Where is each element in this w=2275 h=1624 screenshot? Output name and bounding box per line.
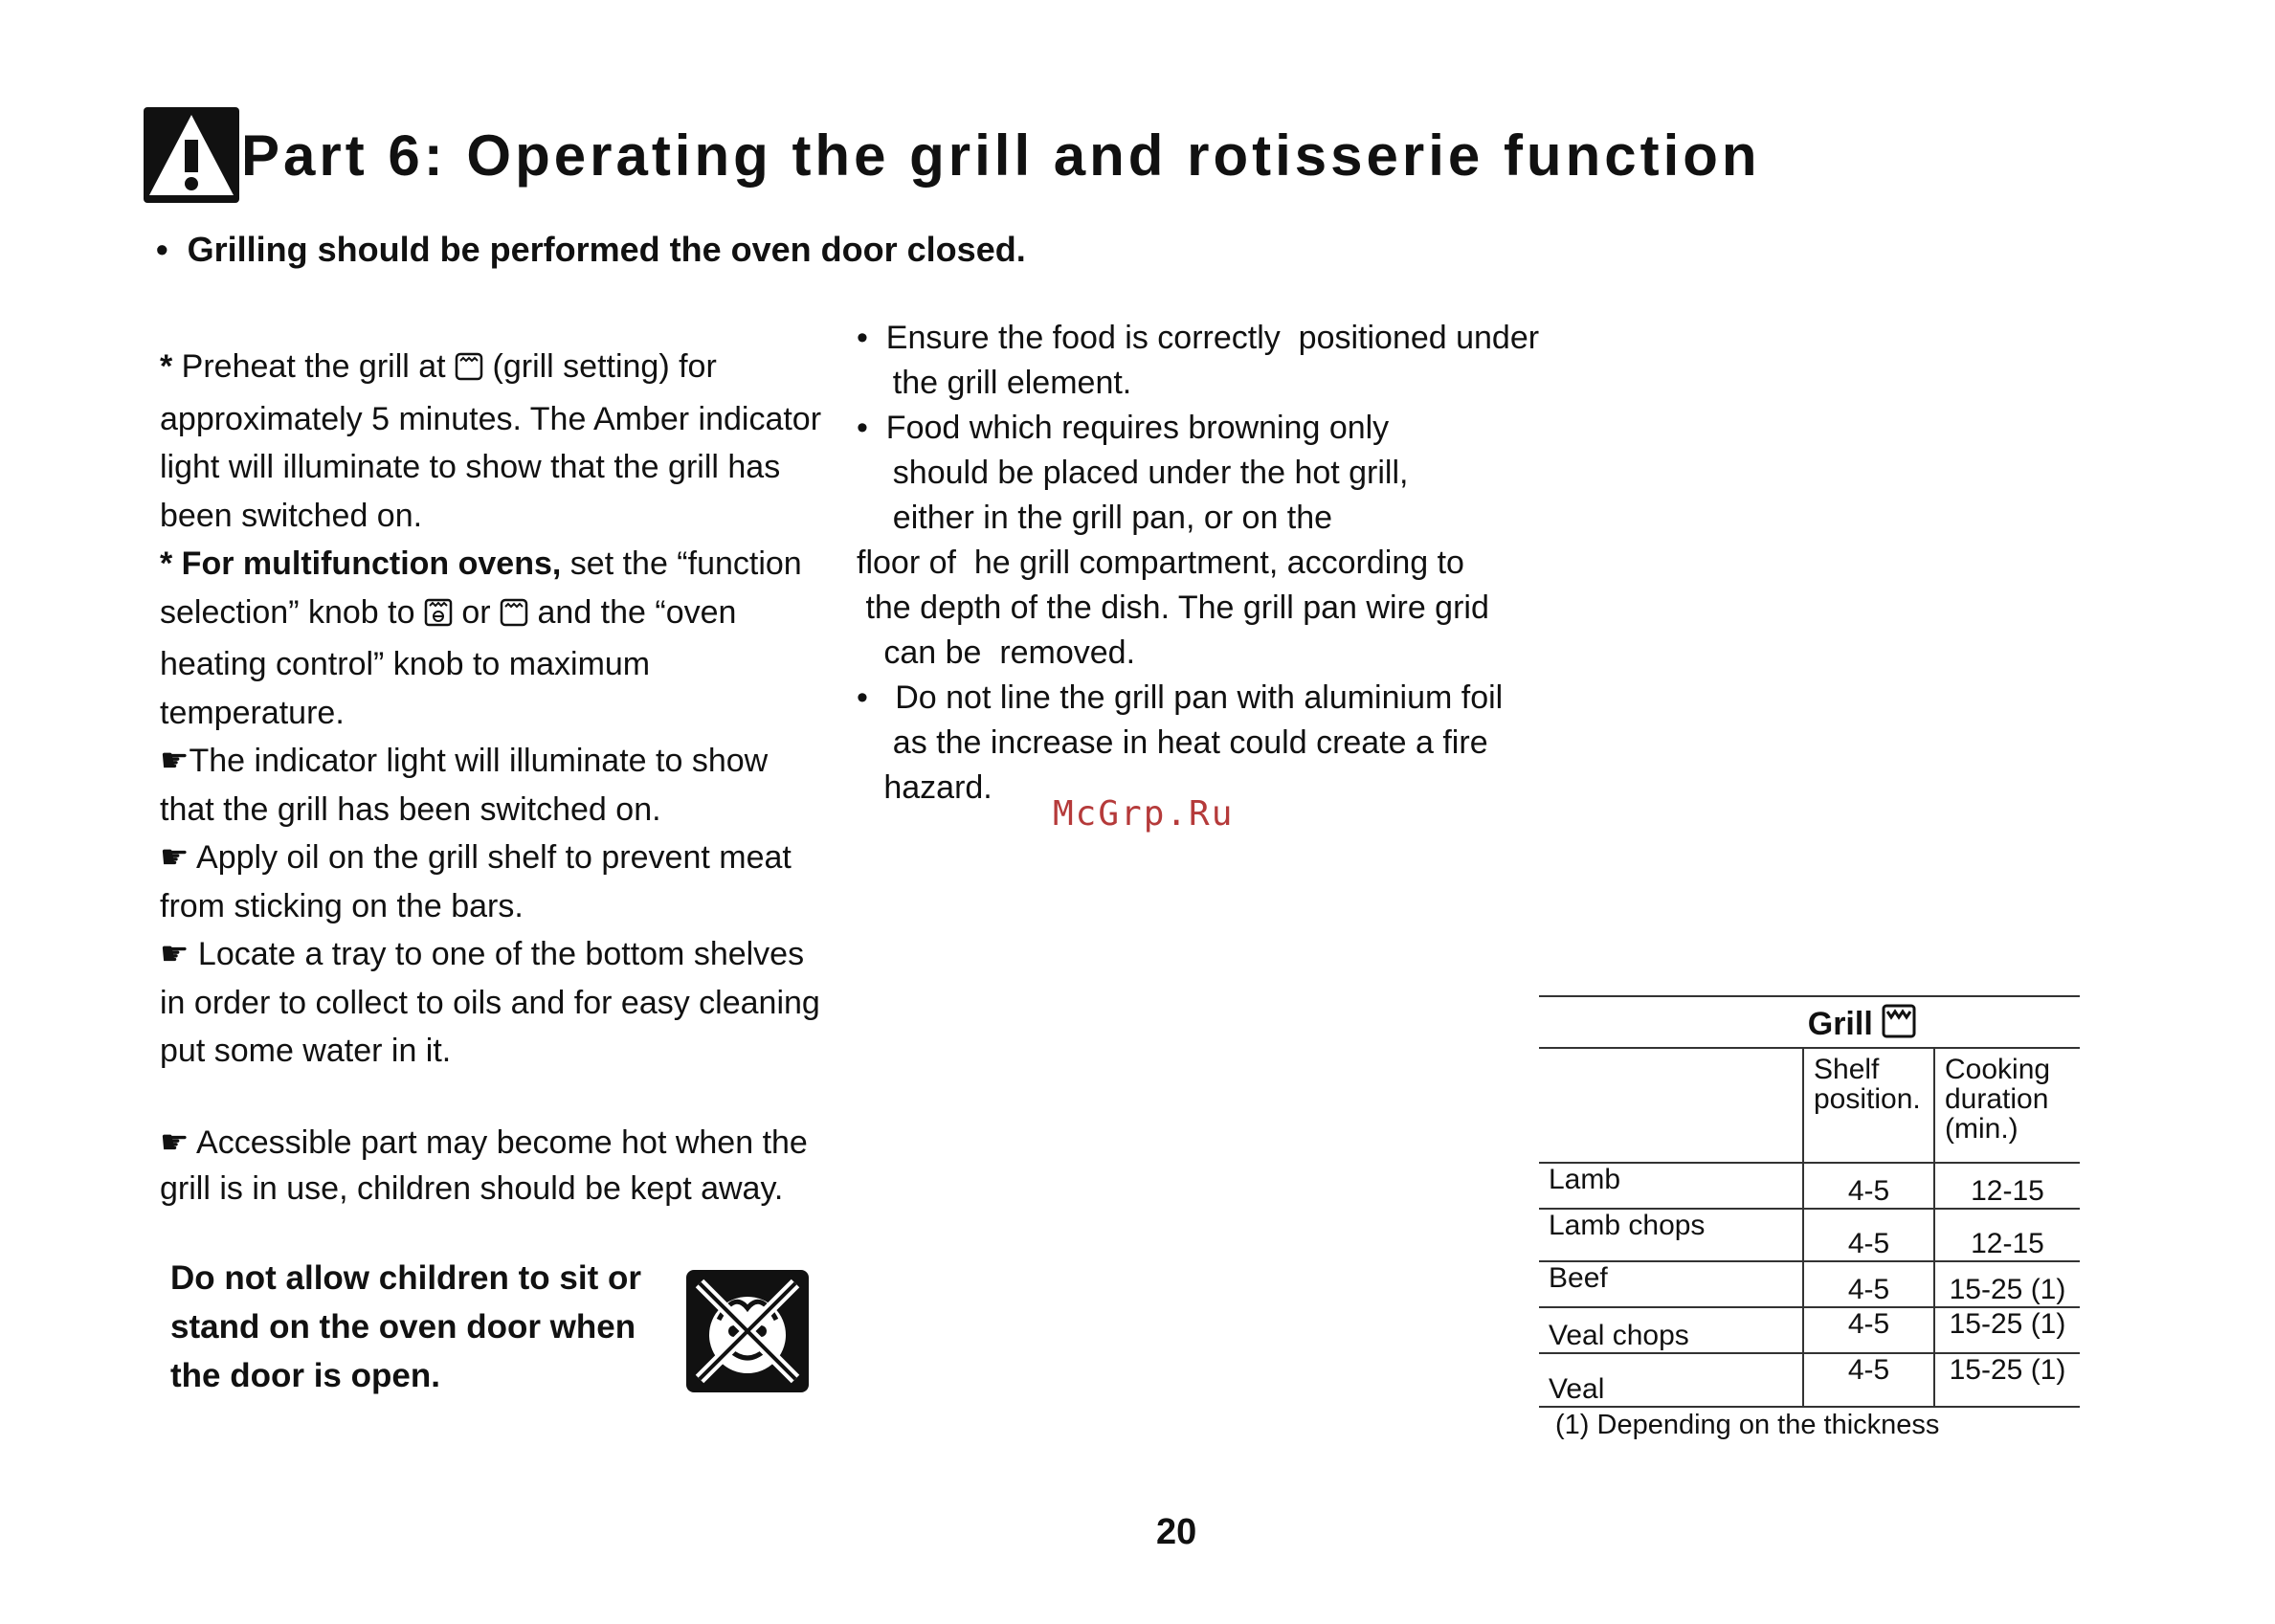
shelf-cell: 4-5	[1803, 1353, 1934, 1407]
col-duration-header: Cooking duration (min.)	[1934, 1048, 2080, 1163]
food-cell: Veal chops	[1539, 1307, 1803, 1353]
spacer	[160, 1076, 830, 1120]
table-row	[1539, 1163, 2080, 1209]
indicator-paragraph: ☛The indicator light will illuminate to show that the grill has been switched on.	[160, 743, 769, 828]
preheat-paragraph: * Preheat the grill at (grill setting) for approximately 5 minutes. The Amber indicator light will illuminate to show that the grill has been switched on.	[160, 348, 822, 534]
empty-header-cell	[1539, 1048, 1803, 1163]
duration-cell: 15-25 (1)	[1934, 1307, 2080, 1353]
intro-bullet: • Grilling should be performed the oven door closed.	[156, 230, 1026, 269]
text-line: • Do not line the grill pan with aluminium foil	[857, 679, 1504, 716]
duration-cell: 15-25 (1)	[1934, 1261, 2080, 1307]
text-line: the depth of the dish. The grill pan wire grid	[857, 590, 1489, 626]
grill-setting-icon	[455, 346, 483, 395]
food-cell: Beef	[1539, 1261, 1803, 1307]
shelf-cell: 4-5	[1803, 1163, 1934, 1209]
duration-cell: 12-15	[1934, 1163, 2080, 1209]
grill-setting-icon	[500, 592, 528, 641]
text-line: the grill element.	[857, 365, 1132, 401]
text-line: floor of he grill compartment, according to	[857, 545, 1464, 581]
shelf-cell: 4-5	[1803, 1209, 1934, 1261]
grill-table-title: Grill	[1539, 996, 2080, 1048]
food-cell: Lamb	[1539, 1163, 1803, 1209]
text-line: can be removed.	[857, 634, 1136, 671]
food-cell: Lamb chops	[1539, 1209, 1803, 1261]
left-column	[160, 343, 830, 1212]
hot-part-paragraph: ☛ Accessible part may become hot when the grill is in use, children should be kept away.	[160, 1123, 808, 1207]
text-line: should be placed under the hot grill,	[857, 455, 1409, 491]
table-row	[1539, 1261, 2080, 1307]
no-children-icon	[686, 1270, 809, 1392]
multifunction-paragraph: * For multifunction ovens, set the “function selection” knob to or and the “oven heating control” knob to maximum temperature.	[160, 545, 802, 731]
text-line: either in the grill pan, or on the	[857, 500, 1333, 536]
grill-icon	[1882, 1004, 1916, 1047]
text-line: • Food which requires browning only	[857, 410, 1390, 446]
col-shelf-header: Shelf position.	[1803, 1048, 1934, 1163]
table-row	[1539, 1307, 2080, 1353]
text-line: as the increase in heat could create a fire	[857, 724, 1488, 761]
grill-table	[1539, 995, 2080, 1408]
page-number: 20	[1156, 1512, 1197, 1552]
table-footnote: (1) Depending on the thickness	[1555, 1410, 1940, 1440]
oil-paragraph: ☛ Apply oil on the grill shelf to prevent meat from sticking on the bars.	[160, 839, 792, 924]
text-line: • Ensure the food is correctly positioned under	[857, 320, 1540, 356]
text-line: hazard.	[857, 769, 993, 806]
page-title: Part 6: Operating the grill and rotisserie function	[241, 123, 1761, 188]
table-row	[1539, 1209, 2080, 1261]
duration-cell: 15-25 (1)	[1934, 1353, 2080, 1407]
food-cell: Veal	[1539, 1353, 1803, 1407]
shelf-cell: 4-5	[1803, 1261, 1934, 1307]
tray-paragraph: ☛ Locate a tray to one of the bottom shelves in order to collect to oils and for easy cleaning put some water in it.	[160, 936, 820, 1069]
warning-triangle-icon	[144, 107, 239, 203]
middle-column	[857, 316, 1584, 811]
duration-cell: 12-15	[1934, 1209, 2080, 1261]
intro-bullet-text: Grilling should be performed the oven door closed.	[187, 230, 1026, 269]
child-warning-text: Do not allow children to sit or stand on the oven door when the door is open.	[170, 1259, 641, 1394]
grill-fan-icon	[424, 592, 453, 641]
table-row	[1539, 1353, 2080, 1407]
shelf-cell: 4-5	[1803, 1307, 1934, 1353]
watermark: McGrp.Ru	[1053, 794, 1235, 834]
